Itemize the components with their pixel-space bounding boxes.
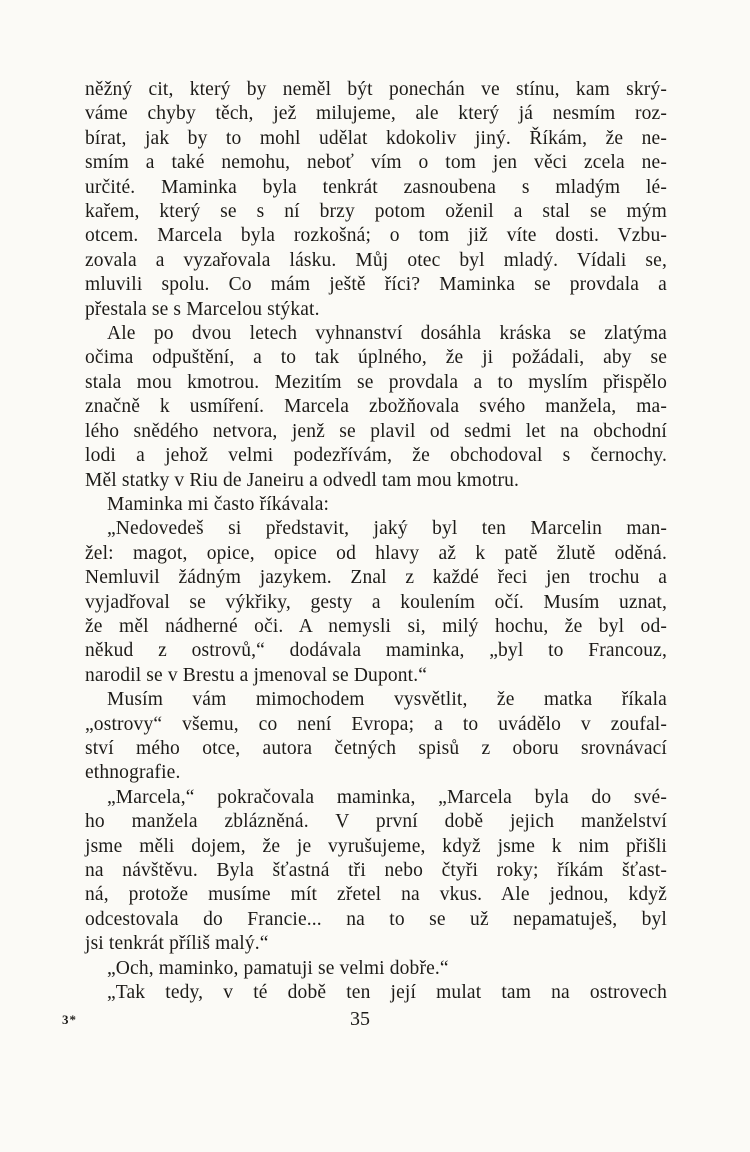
text-line: narodil se v Brestu a jmenoval se Dupont.“ bbox=[85, 664, 428, 686]
paragraph bbox=[85, 688, 667, 786]
text-line: Měl statky v Riu de Janeiru a odvedl tam mou kmotru. bbox=[85, 469, 520, 491]
text-line: otcem. Marcela byla rozkošná; o tom již víte dosti. Vzbu- bbox=[85, 225, 667, 247]
text-line: odcestovala do Francie... na to se už nepamatuješ, byl bbox=[85, 908, 667, 930]
page-number: 35 bbox=[350, 1008, 370, 1030]
text-line: ethnografie. bbox=[85, 762, 181, 784]
text-line: stala mou kmotrou. Mezitím se provdala a to myslím přispělo bbox=[85, 371, 667, 393]
text-line: vyjadřoval se výkřiky, gesty a koulením očí. Musím uznat, bbox=[85, 591, 667, 613]
text-line: ství mého otce, autora četných spisů z oboru srovnávací bbox=[85, 737, 667, 759]
paragraph bbox=[85, 517, 667, 688]
text-line: přestala se s Marcelou stýkat. bbox=[85, 298, 320, 320]
text-line: Maminka mi často říkávala: bbox=[107, 493, 330, 515]
paragraph bbox=[85, 493, 667, 517]
text-line: bírat, jak by to mohl udělat kdokoliv jiný. Říkám, že ne- bbox=[85, 127, 667, 149]
text-line: „ostrovy“ všemu, co není Evropa; a to uvádělo v zoufal- bbox=[85, 713, 667, 735]
signature-mark: 3* bbox=[62, 1012, 77, 1027]
text-line: váme chyby těch, jež milujeme, ale který já nesmím roz- bbox=[85, 103, 667, 125]
text-line: někud z ostrovů,“ dodávala maminka, „byl to Francouz, bbox=[85, 640, 667, 662]
text-line: Nemluvil žádným jazykem. Znal z každé řeci jen trochu a bbox=[85, 567, 667, 589]
text-line: Musím vám mimochodem vysvětlit, že matka říkala bbox=[107, 689, 667, 711]
text-line: jsi tenkrát příliš malý.“ bbox=[85, 933, 269, 955]
text-line: že měl nádherné oči. A nemysli si, milý hochu, že byl od- bbox=[85, 615, 667, 637]
text-line: značně k usmíření. Marcela zbožňovala svého manžela, ma- bbox=[85, 396, 667, 418]
text-line: na návštěvu. Byla šťastná tři nebo čtyři roky; říkám šťast- bbox=[85, 860, 667, 881]
paragraph bbox=[85, 957, 667, 981]
paragraph bbox=[85, 786, 667, 957]
page-footer bbox=[60, 1008, 690, 1036]
text-line: zovala a vyzařovala lásku. Můj otec byl mladý. Vídali se, bbox=[85, 249, 667, 271]
text-line: „Nedovedeš si představit, jaký byl ten Marcelin man- bbox=[107, 518, 667, 540]
text-line: smím a také nemohu, neboť vím o tom jen věci zcela ne- bbox=[85, 152, 667, 174]
text-line: ná, protože musíme mít zřetel na vkus. Ale jednou, když bbox=[85, 884, 667, 906]
paragraph bbox=[85, 78, 667, 322]
text-line: „Tak tedy, v té době ten její mulat tam na ostrovech bbox=[107, 982, 667, 1004]
text-line: Ale po dvou letech vyhnanství dosáhla kráska se zlatýma bbox=[107, 323, 667, 345]
text-line: „Och, maminko, pamatuji se velmi dobře.“ bbox=[107, 957, 449, 979]
paragraph bbox=[85, 322, 667, 493]
text-line: určité. Maminka byla tenkrát zasnoubena s mladým lé- bbox=[85, 176, 667, 198]
text-line: očima odpuštění, a to tak úplného, že ji požádali, aby se bbox=[85, 347, 667, 369]
text-line: jsme měli dojem, že je vyrušujeme, když jsme k nim přišli bbox=[85, 835, 667, 857]
text-line: ho manžela zblázněná. V první době jejich manželství bbox=[85, 811, 667, 833]
text-line: lodi a jehož velmi podezřívám, že obchodoval s černochy. bbox=[85, 445, 667, 467]
text-line: mluvili spolu. Co mám ještě říci? Maminka se provdala a bbox=[85, 274, 667, 296]
text-line: „Marcela,“ pokračovala maminka, „Marcela byla do své- bbox=[107, 786, 667, 808]
paragraph bbox=[85, 981, 667, 1005]
text-line: žel: magot, opice, opice od hlavy až k patě žlutě oděná. bbox=[85, 542, 667, 564]
text-block bbox=[85, 78, 667, 1005]
text-line: lého snědého netvora, jenž se plavil od sedmi let na obchodní bbox=[85, 420, 667, 442]
text-line: kařem, který se s ní brzy potom oženil a stal se mým bbox=[85, 201, 667, 223]
text-line: něžný cit, který by neměl být ponechán ve stínu, kam skrý- bbox=[85, 79, 667, 100]
